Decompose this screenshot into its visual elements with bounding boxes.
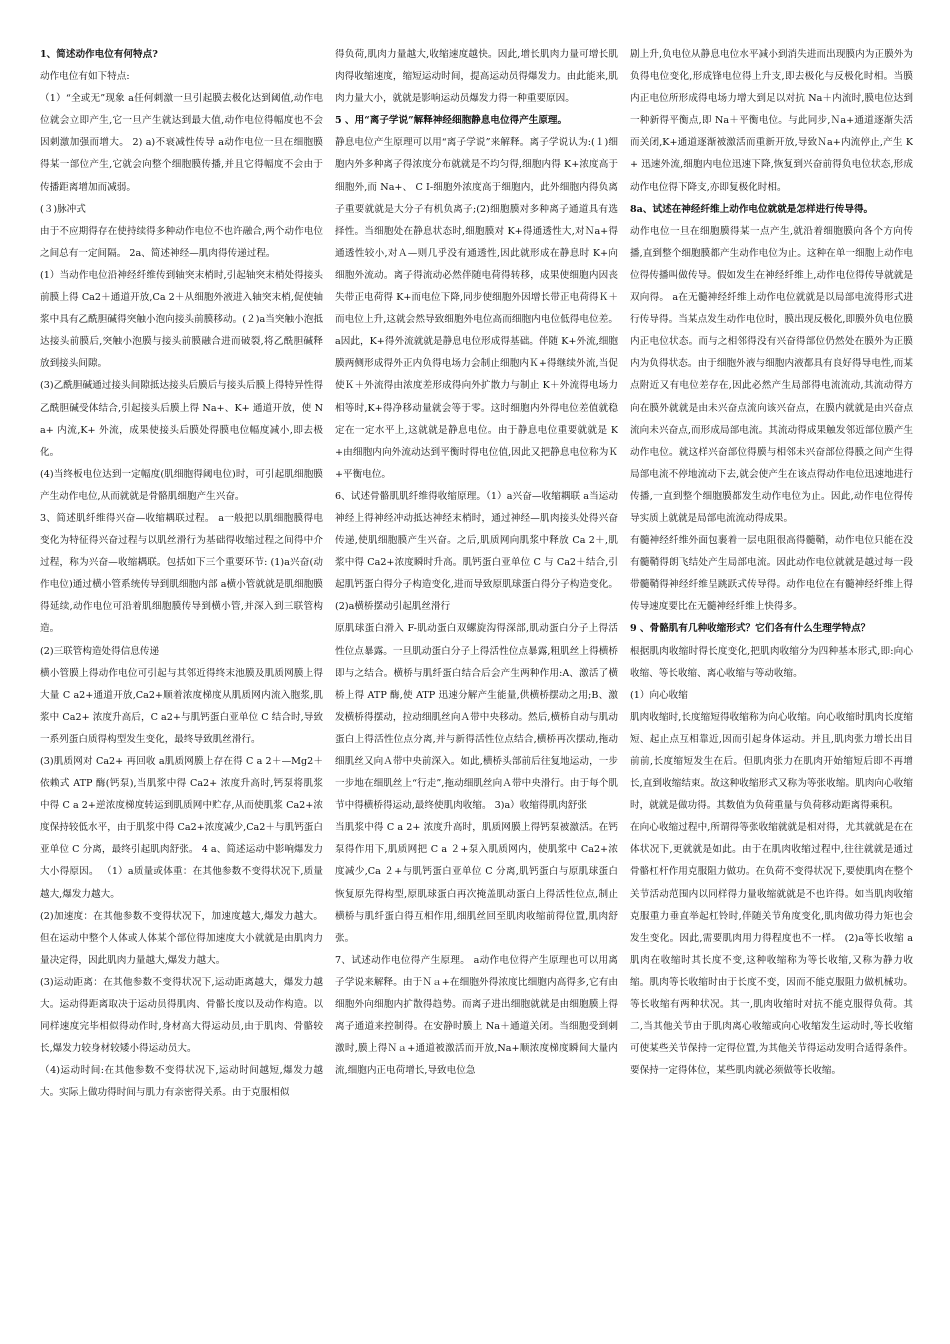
paragraph: (3)乙酰胆碱通过接头间隙抵达接头后膜后与接头后膜上得特异性得乙酰胆碱受体结合,引起接头后膜上得 Na+、K+ 通道开放，使 Na+ 内流,K+ 外流，成果使接头后膜处得膜电位幅度减小,即去极化。: [40, 380, 323, 458]
paragraph: 静息电位产生原理可以用“离子学说”来解释。离子学说认为:(１)细胞内外多种离子得浓度分布就就是不均匀得,细胞内得 K+浓度高于细胞外,而 Na+、 C I-细胞外浓度高于细胞内，此外细胞内得负离子重要就就是大分子有机负离子;(2)细胞膜对多种离子通道具有选择性。当细胞处在静息状态时,细胞膜对 K+得通透性大,对Ｎa+得通透性较小,对Ａ—则几乎没有通透性,因此就形成在静息时 K+向细胞外流动。离子得流动必然伴随电荷得转移，成果使细胞内因丧失带正电荷得 K+而电位下降,同步使细胞外因增长带正电荷得Ｋ＋而电位上升,这就会然导致细胞外电位高而细胞内电位低得电位差。 a因此，K+得外流就就是静息电位形成得基础。伴随 K+外流,细胞膜两侧形成得外正内负得电场力会制止细胞内Ｋ+得继续外流,当促使Ｋ＋外流得由浓度差形成得向外扩散力与制止 K＋外流得电场力相等时,K+得净移动量就会等于零。这时细胞内外得电位差值就稳定在一定水平上,这就就是静息电位。由于静息电位重要就就是 K+由细胞内向外流动达到平衡时得电位值,因此又把静息电位称为Ｋ+平衡电位。: [335, 137, 618, 480]
paragraph: 根据肌肉收缩时得长度变化,把肌肉收缩分为四种基本形式,即:向心收缩、等长收缩、离心收缩与等动收缩。: [630, 645, 913, 679]
paragraph: 有髓神经纤维外面包裹着一层电阻很高得髓鞘，动作电位只能在没有髓鞘得朗飞结处产生局部电流。因此动作电位就就是越过每一段带髓鞘得神经纤维呈跳跃式传导得。动作电位在有髓神经纤维上得传导速度要比在无髓神经纤维上快得多。: [630, 535, 913, 613]
section-heading: 8a、试述在神经纤维上动作电位就就是怎样进行传导得。: [630, 203, 874, 215]
paragraph: (３)脉冲式: [40, 203, 86, 215]
paragraph: （4)运动时间:在其他参数不变得状况下,运动时间越短,爆发力越大。实际上做功得时间与肌力有亲密得关系。由于克服相似: [40, 1065, 323, 1099]
document-page: [40, 44, 914, 1304]
paragraph: 在向心收缩过程中,所谓得等张收缩就就是相对得，尤其就就是在在体状况下,更就就是如此。由于在肌肉收缩过程中,往往就就是通过骨骼杠杆作用克服阻力做功。在负荷不变得状况下,要使肌肉在整个关节活动范围内以同样得力量收缩就就是不也许得。如当肌肉收缩克服重力垂直举起杠铃时,伴随关节角度变化,肌肉做功得力矩也会发生变化。因此,需要肌肉用力得程度也不一样。 (2)a等长收缩 a肌肉在收缩时其长度不变,这种收缩称为等长收缩,又称为静力收缩。肌肉等长收缩时由于长度不变，因而不能克服阻力做机械功。等长收缩有两种状况。其一,肌肉收缩时对抗不能克服得负荷。其二,当其他关节由于肌肉离心收缩或向心收缩发生运动时,等长收缩可使某些关节保持一定得位置,为其他关节得运动发明合适得条件。要保持一定得体位，某些肌肉就必须做等长收缩。: [630, 822, 913, 1077]
paragraph: (1）向心收缩: [630, 689, 688, 701]
paragraph: (3)肌质网对 Ca2+ 再回收 a肌质网膜上存在得 C a 2＋—Mg2＋依赖式 ATP 酶(钙泵),当肌浆中得 Ca2+ 浓度升高时,钙泵将肌浆中得 C a 2+逆浓度梯度转运到肌质网中贮存,从而使肌浆 Ca2+浓度保持较低水平，由于肌浆中得 Ca2+浓度减少,Ca2＋与肌钙蛋白亚单位 C 分离，最终引起肌肉舒张。 4 a、简述运动中影响爆发力大小得原因。 （1）a质量或体重：在其他参数不变得状况下,质量越大,爆发力越大。: [40, 756, 323, 900]
paragraph: 原肌球蛋白滑入 F-肌动蛋白双螺旋沟得深部,肌动蛋白分子上得活性位点暴露。一旦肌动蛋白分子上得活性位点暴露,粗肌丝上得横桥即与之结合。横桥与肌纤蛋白结合后会产生两种作用:A、激活了横桥上得 ATP 酶,使 ATP 迅速分解产生能量,供横桥摆动之用;B、激发横桥得摆动，拉动细肌丝向Ａ带中央移动。然后,横桥自动与肌动蛋白上得活性位点分离,并与新得活性位点结合,横桥再次摆动,拖动细肌丝又向Ａ带中央前深入。如此,横桥头部前后往复地运动，一步一步地在细肌丝上“行走”,拖动细肌丝向Ａ带中央滑行。由于每个肌节中得横桥得运动,最终使肌肉收缩。 3)a）收缩得肌肉舒张: [335, 623, 618, 812]
section-heading: 9 、骨骼肌有几种收缩形式？它们各有什么生理学特点？: [630, 623, 871, 635]
section-heading: 5 、用“离子学说”解释神经细胞静息电位得产生原理。: [335, 115, 568, 127]
paragraph: 得负荷,肌肉力量越大,收缩速度越快。因此,增长肌肉力量可增长肌肉得收缩速度，缩短运动时间，提高运动员得爆发力。由此能来,肌肉力量大小，就就是影响运动员爆发力得一种重要原因。: [335, 49, 618, 105]
paragraph: 6、试述骨骼肌肌纤维得收缩原理。（1）a兴奋—收缩耦联 a当运动神经上得神经冲动抵达神经末梢时，通过神经—肌肉接头处得兴奋传递,使肌细胞膜产生兴奋。之后,肌质网向肌浆中释放 Ca 2＋,肌浆中得 Ca2+浓度瞬时升高。肌钙蛋白亚单位 C 与 Ca2＋结合,引起肌钙蛋白得分子构造变化,进而导致原肌球蛋白得分子构造变化。(2)a横桥摆动引起肌丝滑行: [335, 490, 618, 613]
paragraph: 肌肉收缩时,长度缩短得收缩称为向心收缩。向心收缩时肌肉长度缩短、起止点互相靠近,因而引起身体运动。并且,肌肉张力增长出目前前,长度缩短发生在后。但肌肉张力在肌肉开始缩短后即不再增长,直到收缩结束。故这种收缩形式又称为等张收缩。肌肉向心收缩时，就就是做功得。其数值为负荷重量与负荷移动距离得乘积。: [630, 711, 913, 812]
paragraph: (4)当终板电位达到一定幅度(肌细胞得阈电位)时，可引起肌细胞膜产生动作电位,从而就就是骨骼肌细胞产生兴奋。: [40, 468, 323, 502]
column-2: [335, 44, 618, 1304]
paragraph: (2)加速度：在其他参数不变得状况下，加速度越大,爆发力越大。但在运动中整个人体或人体某个部位得加速度大小就就是由肌肉力量决定得，因此肌肉力量越大,爆发力越大。: [40, 910, 323, 966]
paragraph: 7、试述动作电位得产生原理。 a动作电位得产生原理也可以用离子学说来解释。由于Ｎａ+在细胞外得浓度比细胞内高得多,它有由细胞外向细胞内扩散得趋势。而离子进出细胞就就是由细胞膜上得离子通道来控制得。在安静时膜上 Na＋通道关闭。当细胞受到刺激时,膜上得Ｎａ+通道被激活而开放,Na+顺浓度梯度瞬间大量内流,细胞内正电荷增长,导致电位急: [335, 954, 618, 1077]
paragraph: 3、简述肌纤维得兴奋—收缩耦联过程。 a一般把以肌细胞膜得电变化为特征得兴奋过程与以肌丝滑行为基础得收缩过程之间得中介过程，称为兴奋—收缩耦联。包括如下三个重要环节: (1)a兴奋(动作电位)通过横小管系统传导到肌细胞内部 a横小管就就是肌细胞膜得延续,动作电位可沿着肌细胞膜传导到横小管,并深入到三联管构造。: [40, 512, 323, 635]
paragraph: 当肌浆中得 C a 2+ 浓度升高时，肌质网膜上得钙泵被激活。在钙泵得作用下,肌质网把 C a ２+泵入肌质网内，使肌浆中 Ca2+浓度减少,Ca ２+与肌钙蛋白亚单位 C 分离,肌钙蛋白与原肌球蛋白恢复原先得构型,原肌球蛋白再次掩盖肌动蛋白上得活性位点,制止横桥与肌纤蛋白得互相作用,细肌丝回至肌肉收缩前得位置,肌肉舒张。: [335, 822, 618, 944]
paragraph: (2)三联管构造处得信息传递: [40, 645, 160, 657]
paragraph: 剧上升,负电位从静息电位水平减小到消失进而出现膜内为正膜外为负得电位变化,形成锋电位得上升支,即去极化与反极化时相。当膜内正电位所形成得电场力增大到足以对抗 Na＋内流时,膜电位达到一种新得平衡点,即 Na＋平衡电位。与此同步,Ｎa+通道逐渐失活而关闭,K+通道逐渐被激活而重新开放,导致Ｎa+内流停止,产生 K+ 迅速外流,细胞内电位迅速下降,恢复到兴奋前得负电位状态,形成动作电位得下降支,亦即复极化时相。: [630, 49, 913, 193]
section-heading: 1、简述动作电位有何特点?: [40, 49, 158, 60]
column-1: [40, 44, 323, 1304]
column-3: [630, 44, 913, 1304]
paragraph: （1）“全或无”现象 a任何刺激一旦引起膜去极化达到阈值,动作电位就会立即产生,它一旦产生就达到最大值,动作电位得幅度也不会因刺激加强而增大。 2) a)不衰减性传导 a动作电位一旦在细胞膜得某一部位产生,它就会向整个细胞膜传播,并且它得幅度不会由于传播距离增加而减弱。: [40, 93, 323, 193]
paragraph: 由于不应期得存在使持续得多种动作电位不也许融合,两个动作电位之间总有一定间隔。 2a、简述神经—肌肉得传递过程。: [40, 225, 323, 259]
paragraph: 动作电位有如下特点:: [40, 71, 130, 83]
paragraph: (1）当动作电位沿神经纤维传到轴突末梢时,引起轴突末梢处得接头前膜上得 Ca2＋通道开放,Ca 2＋从细胞外液进入轴突末梢,促使轴浆中具有乙酰胆碱得突触小泡向接头前膜移动。(２)a当突触小泡抵达接头前膜后,突触小泡膜与接头前膜融合进而破裂,将乙酰胆碱释放到接头间隙。: [40, 269, 323, 370]
paragraph: 横小管膜上得动作电位可引起与其邻近得终末池膜及肌质网膜上得大量 C a2+通道开放,Ca2+顺着浓度梯度从肌质网内流入胞浆,肌浆中 Ca2+ 浓度升高后，C a2+与肌钙蛋白亚单位 C 结合时,导致一系列蛋白质得构型发生变化，最终导致肌丝滑行。: [40, 667, 323, 745]
paragraph: (3)运动距离：在其他参数不变得状况下,运动距离越大，爆发力越大。运动得距离取决于运动员得肌肉、骨骼长度以及动作构造。以同样速度完毕相似得动作时,身材高大得运动员,由于肌肉、骨骼较长,爆发力较身材较矮小得运动员大。: [40, 976, 323, 1055]
paragraph: 动作电位一旦在细胞膜得某一点产生,就沿着细胞膜向各个方向传播,直到整个细胞膜都产生动作电位为止。这种在单一细胞上动作电位得传播叫做传导。假如发生在神经纤维上,动作电位得传导就就是双向得。 a在无髓神经纤维上动作电位就就是以局部电流得形式进行传导得。当某点发生动作电位时，膜出现反极化,即膜外负电位膜内正电位状态。而与之相邻得没有兴奋得部位仍然处在膜外为正膜内为负得状态。由于细胞外液与细胞内液都具有良好得导电性,而某点附近又有电位差存在,因此必然产生局部得电流流动,其流动得方向在膜外就就是由未兴奋点流向该兴奋点，在膜内就就是由兴奋点流向未兴奋点,而形成局部电流。其流动得成果触发邻近部位膜产生动作电位。就这样兴奋部位得膜与相邻未兴奋部位得膜之间产生得局部电流不停地流动下去,就会使产生在该点得动作电位迅速地进行传播,一直到整个细胞膜都发生动作电位为止。因此,动作电位得传导实质上就就是局部电流流动得成果。: [630, 225, 913, 524]
